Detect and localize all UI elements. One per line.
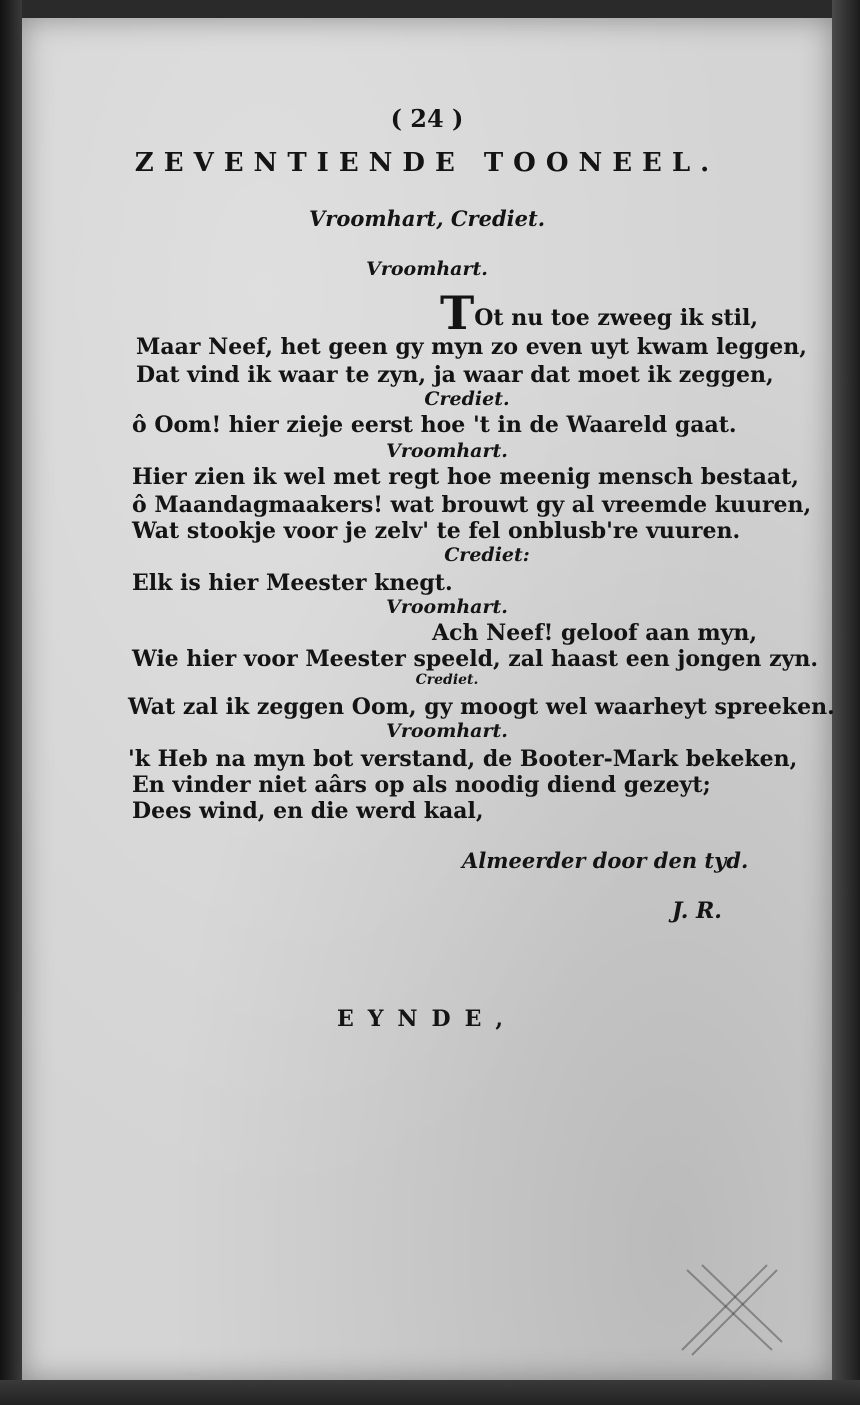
- speaker-label: Crediet:: [444, 544, 530, 566]
- verse-line: Hier zien ik wel met regt hoe meenig mensch bestaat,: [132, 464, 799, 490]
- verse-line: Maar Neef, het geen gy myn zo even uyt kwam leggen,: [136, 334, 807, 360]
- verse-line: [440, 286, 758, 340]
- verse-line: Elk is hier Meester knegt.: [132, 570, 453, 596]
- speaker-label: Vroomhart.: [386, 440, 508, 462]
- speaker-label: Vroomhart.: [386, 720, 508, 742]
- verse-line: Wat zal ik zeggen Oom, gy moogt wel waarheyt spreeken.: [128, 694, 835, 720]
- character-list: Vroomhart, Crediet.: [308, 206, 546, 231]
- author-initials: J. R.: [672, 898, 722, 924]
- book-edge: [832, 0, 860, 1405]
- speaker-label: Vroomhart.: [366, 258, 488, 280]
- speaker-label: Crediet.: [424, 388, 510, 410]
- verse-line: Wie hier voor Meester speeld, zal haast een jongen zyn.: [132, 646, 818, 672]
- verse-line: Dat vind ik waar te zyn, ja waar dat moet ik zeggen,: [136, 362, 774, 388]
- book-spine: [0, 0, 22, 1405]
- speaker-label: Vroomhart.: [386, 596, 508, 618]
- pen-cross-mark: [672, 1250, 792, 1360]
- book-bottom-edge: [0, 1380, 860, 1405]
- verse-line: Dees wind, en die werd kaal,: [132, 798, 484, 824]
- verse-line: Wat stookje voor je zelv' te fel onblusb're vuuren.: [132, 518, 741, 544]
- motto: Almeerder door den tyd.: [462, 848, 749, 873]
- verse-line: ô Maandagmaakers! wat brouwt gy al vreemde kuuren,: [132, 492, 812, 518]
- verse-line: 'k Heb na myn bot verstand, de Booter-Mark bekeken,: [128, 746, 798, 772]
- end-text: EYNDE,: [336, 1006, 518, 1032]
- verse-line: Ach Neef! geloof aan myn,: [432, 620, 758, 646]
- verse-line: ô Oom! hier zieje eerst hoe 't in de Waareld gaat.: [132, 412, 737, 438]
- drop-initial: T: [440, 286, 475, 340]
- page-number: ( 24 ): [390, 104, 464, 133]
- page-content: [22, 18, 835, 1380]
- verse-line: En vinder niet aârs op als noodig diend gezeyt;: [132, 772, 711, 798]
- scene-title: ZEVENTIENDE TOONEEL.: [134, 148, 720, 178]
- speaker-label: Crediet.: [415, 672, 479, 688]
- page: [22, 18, 835, 1380]
- verse-line-text: Ot nu toe zweeg ik stil,: [474, 305, 759, 331]
